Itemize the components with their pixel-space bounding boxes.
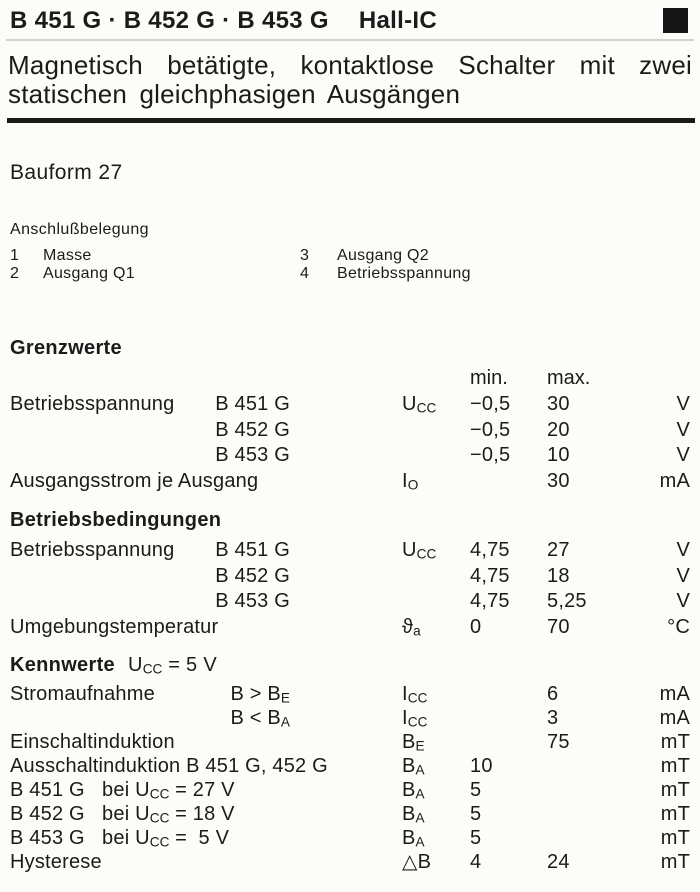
table-kennwerte bbox=[0, 682, 700, 874]
table-row bbox=[0, 443, 700, 469]
row-symbol: $U_{CC}$ bbox=[402, 393, 437, 416]
row-unit: mT bbox=[660, 779, 690, 801]
corner-square-mark bbox=[663, 8, 688, 33]
pin-item bbox=[10, 265, 135, 283]
subtitle-line-2: statischen gleichphasigen Ausgängen bbox=[8, 79, 461, 109]
row-unit: mA bbox=[659, 683, 690, 705]
row-min-value: −0,5 bbox=[470, 444, 511, 466]
row-min-value: 10 bbox=[470, 755, 493, 777]
row-max-value: 30 bbox=[547, 393, 570, 415]
row-symbol: $I_{CC}$ bbox=[402, 683, 428, 706]
table-row bbox=[0, 615, 700, 641]
table-column-headers bbox=[0, 367, 700, 389]
row-min-value: 4,75 bbox=[470, 539, 510, 561]
row-device: B 452 G bbox=[215, 564, 290, 587]
table-row bbox=[0, 730, 700, 754]
pin-number: 4 bbox=[300, 265, 310, 282]
row-device: $B < B_A$ bbox=[230, 707, 290, 730]
row-min-value: 4 bbox=[470, 851, 482, 873]
row-min-value: 5 bbox=[470, 779, 482, 801]
row-max-value: 70 bbox=[547, 615, 570, 638]
section-heading-kennwerte bbox=[10, 654, 217, 677]
pinout-heading: Anschlußbelegung bbox=[10, 221, 149, 238]
pin-name: Ausgang Q1 bbox=[43, 265, 135, 282]
table-row bbox=[0, 754, 700, 778]
row-symbol: $I_O$ bbox=[402, 469, 419, 493]
row-unit: V bbox=[676, 418, 690, 441]
row-symbol: $B_A$ bbox=[402, 755, 425, 778]
title-divider bbox=[6, 39, 694, 41]
table-row bbox=[0, 538, 700, 564]
row-unit: V bbox=[676, 393, 690, 415]
row-min-value: 0 bbox=[470, 615, 482, 638]
row-label: B 452 G bei $U_{CC} = 18$ V bbox=[10, 803, 235, 826]
row-device: B 453 G bbox=[215, 444, 290, 466]
row-label: Betriebsspannung bbox=[10, 393, 175, 415]
row-max-value: 24 bbox=[547, 851, 570, 873]
column-header-max: max. bbox=[547, 367, 591, 389]
table-row bbox=[0, 826, 700, 850]
row-max-value: 18 bbox=[547, 564, 570, 587]
row-symbol: $B_A$ bbox=[402, 827, 425, 850]
row-label: Hysterese bbox=[10, 851, 102, 873]
row-label: Stromaufnahme bbox=[10, 683, 155, 705]
page-title bbox=[10, 7, 437, 35]
kennwerte-condition: $U_{CC} = 5$ V bbox=[127, 654, 217, 677]
row-unit: V bbox=[676, 590, 690, 612]
row-unit: mT bbox=[660, 731, 690, 753]
table-row bbox=[0, 564, 700, 590]
bauform-label: Bauform 27 bbox=[10, 161, 123, 184]
table-betriebsbedingungen bbox=[0, 538, 700, 640]
row-label: B 451 G bei $U_{CC} = 27$ V bbox=[10, 779, 235, 802]
row-max-value: 27 bbox=[547, 539, 570, 561]
row-symbol delta-b-symbol: △B bbox=[402, 851, 432, 873]
table-row bbox=[0, 706, 700, 730]
row-unit: mT bbox=[660, 755, 690, 777]
header-rule bbox=[7, 118, 695, 123]
table-grenzwerte bbox=[0, 392, 700, 494]
product-type: Hall-IC bbox=[358, 7, 438, 34]
row-unit: mA bbox=[659, 707, 690, 729]
row-symbol: $B_A$ bbox=[402, 779, 425, 802]
pin-number: 3 bbox=[300, 247, 310, 264]
row-label: Einschaltinduktion bbox=[10, 731, 175, 753]
row-min-value: 4,75 bbox=[470, 564, 510, 587]
row-label: Betriebsspannung bbox=[10, 539, 175, 561]
column-header-min: min. bbox=[470, 367, 508, 389]
table-row bbox=[0, 392, 700, 418]
table-row bbox=[0, 682, 700, 706]
row-max-value: 3 bbox=[547, 707, 559, 729]
row-min-value: 5 bbox=[470, 803, 482, 825]
section-heading-betriebsbedingungen: Betriebsbedingungen bbox=[10, 509, 222, 531]
row-device: B 451 G bbox=[215, 539, 290, 561]
row-device: B 452 G bbox=[215, 418, 290, 441]
pin-number: 1 bbox=[10, 247, 20, 264]
table-row bbox=[0, 778, 700, 802]
row-device: B 453 G bbox=[215, 590, 290, 612]
row-symbol: $B_E$ bbox=[402, 731, 425, 754]
pinout-list bbox=[0, 247, 700, 287]
row-max-value: 10 bbox=[547, 444, 570, 466]
row-device: B 451 G bbox=[215, 393, 290, 415]
row-unit: mT bbox=[660, 827, 690, 849]
row-max-value: 5,25 bbox=[547, 590, 587, 612]
row-device: $B > B_E$ bbox=[230, 683, 290, 706]
row-unit: °C bbox=[667, 615, 690, 638]
table-row bbox=[0, 802, 700, 826]
row-label: Ausschaltinduktion B 451 G, 452 G bbox=[10, 755, 328, 777]
section-heading-grenzwerte: Grenzwerte bbox=[10, 337, 122, 359]
row-unit: V bbox=[676, 444, 690, 466]
pin-item bbox=[300, 265, 471, 283]
row-label: B 453 G bei $U_{CC} = 5$ V bbox=[10, 827, 230, 850]
row-unit: V bbox=[676, 539, 690, 561]
row-max-value: 75 bbox=[547, 731, 570, 753]
row-symbol: $B_A$ bbox=[402, 803, 425, 826]
row-symbol: $I_{CC}$ bbox=[402, 707, 428, 730]
pin-item bbox=[300, 247, 429, 265]
table-row bbox=[0, 850, 700, 874]
row-max-value: 6 bbox=[547, 683, 559, 705]
kennwerte-label: Kennwerte bbox=[10, 654, 115, 676]
row-max-value: 20 bbox=[547, 418, 570, 441]
row-min-value: −0,5 bbox=[470, 418, 511, 441]
row-max-value: 30 bbox=[547, 469, 570, 492]
pin-name: Masse bbox=[43, 247, 92, 264]
row-unit: mT bbox=[660, 851, 690, 873]
row-symbol: $U_{CC}$ bbox=[402, 539, 437, 562]
row-min-value: 4,75 bbox=[470, 590, 510, 612]
device-names: B 451 G · B 452 G · B 453 G bbox=[10, 7, 329, 34]
row-label: Ausgangsstrom je Ausgang bbox=[10, 469, 259, 492]
pin-item bbox=[10, 247, 92, 265]
row-symbol: $ϑ_a$ bbox=[402, 615, 421, 639]
pin-number: 2 bbox=[10, 265, 20, 282]
subtitle-line-1: Magnetisch betätigte, kontaktlose Schalter mit zwei bbox=[8, 50, 692, 80]
row-unit: mT bbox=[660, 803, 690, 825]
row-min-value: 5 bbox=[470, 827, 482, 849]
row-unit: V bbox=[676, 564, 690, 587]
row-unit: mA bbox=[659, 469, 690, 492]
row-min-value: −0,5 bbox=[470, 393, 511, 415]
pin-name: Betriebsspannung bbox=[337, 265, 471, 282]
table-row bbox=[0, 469, 700, 495]
row-label: Umgebungstemperatur bbox=[10, 615, 219, 638]
table-row bbox=[0, 418, 700, 444]
pin-name: Ausgang Q2 bbox=[337, 247, 429, 264]
table-row bbox=[0, 589, 700, 615]
